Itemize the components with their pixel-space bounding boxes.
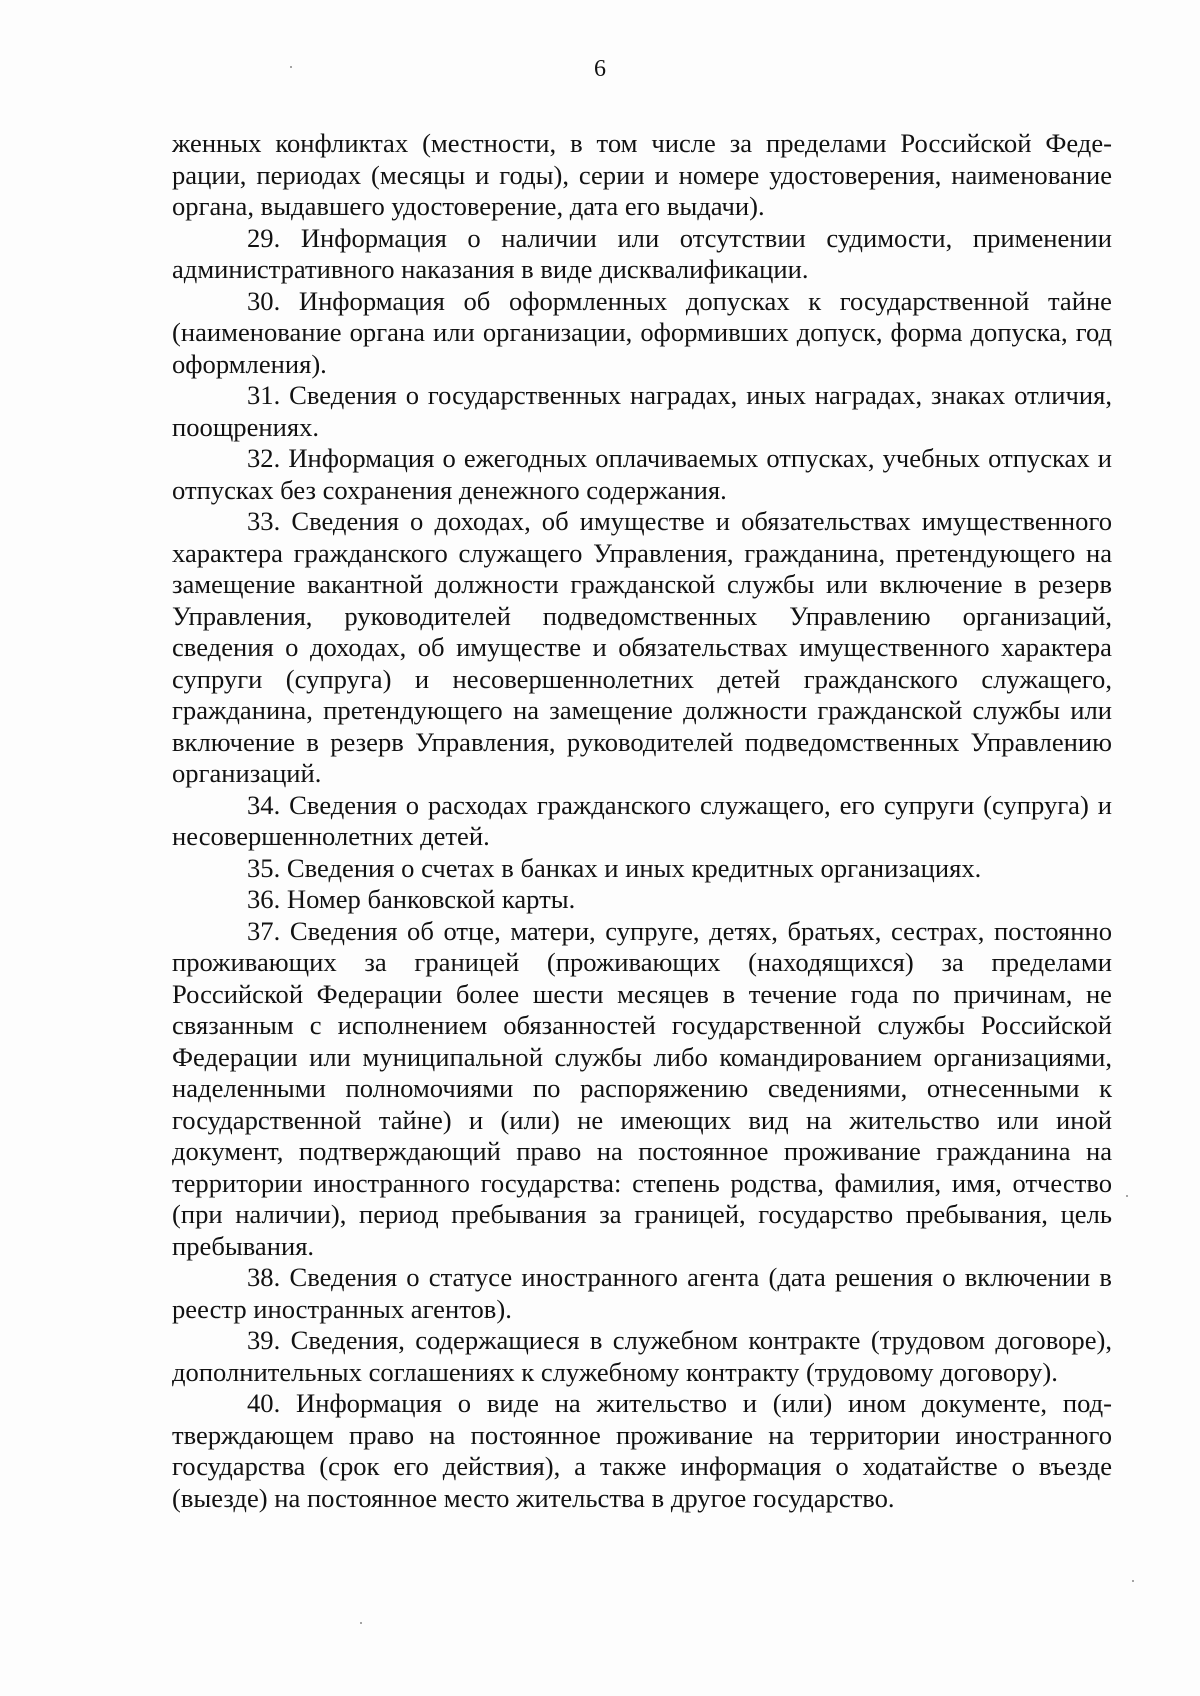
- paragraph-39: 39. Сведения, содержащиеся в служебном контракте (трудовом договоре), дополнительных соглашениях к служебному контракту (трудовому договору).: [172, 1325, 1112, 1387]
- paragraph-29: 29. Информация о наличии или отсутствии судимости, применении административного наказания в виде дисквалификации.: [172, 222, 1112, 284]
- scan-speck: [290, 66, 292, 68]
- scan-speck: [1126, 1195, 1128, 1197]
- paragraph-36: 36. Номер банковской карты.: [247, 884, 576, 914]
- paragraph-30: 30. Информация об оформленных допусках к государственной тайне (наименование органа или организации, оформивших допуск, форма допуска, год оформления).: [172, 285, 1112, 379]
- paragraph-34: 34. Сведения о расходах гражданского служащего, его супруги (супруга) и несовершеннолетних детей.: [172, 789, 1112, 851]
- document-body: [172, 128, 1112, 1514]
- paragraph-33: 33. Сведения о доходах, об имуществе и обязательствах имущественного характера гражданского служащего Управления, гражданина, претендующего на замещение вакантной должности гражданской службы или включение в резерв Управления, руководителей подведомственных Управлению организаций, сведения о доходах, об имуществе и обязательствах имущественного характера супруги (супруга) и несовершеннолетних детей гражданского служащего, гражданина, претендующего на замещение должности гражданской службы или включение в резерв Управления, руководителей подведомственных Управлению организаций.: [172, 506, 1112, 788]
- paragraph-continuation: женных конфликтах (местности, в том числе за пределами Российской Федерации, периодах (месяцы и годы), серии и номере удостоверения, наименование органа, выдавшего удостоверение, дата его выдачи).: [172, 128, 1112, 221]
- paragraph-38: 38. Сведения о статусе иностранного агента (дата решения о включении в реестр иностранных агентов).: [172, 1262, 1112, 1324]
- paragraph-35: 35. Сведения о счетах в банках и иных кредитных организациях.: [247, 852, 982, 883]
- paragraph-40: 40. Информация о виде на жительство и (или) ином документе, подтверждающем право на постоянное проживание на территории иностранного государства (срок его действия), а также информация о ходатайстве о въезде (выезде) на постоянное место жительства в другое государство.: [172, 1388, 1112, 1513]
- paragraph-32: 32. Информация о ежегодных оплачиваемых отпусках, учебных отпусках и отпусках без сохранения денежного содержания.: [172, 443, 1112, 505]
- paragraph-31: 31. Сведения о государственных наградах, иных наградах, знаках отличия, поощрениях.: [172, 380, 1112, 442]
- paragraph-37: 37. Сведения об отце, матери, супруге, детях, братьях, сестрах, постоянно проживающих за границей (проживающих (находящихся) за пределами Российской Федерации более шести месяцев в течение года по причинам, не связанным с исполнением обязанностей государственной службы Российской Федерации или муниципальной службы либо командированием организациями, наделенными полномочиями по распоряжению сведениями, отнесенными к государственной тайне) и (или) не имеющих вид на жительство или иной документ, подтверждающий право на постоянное проживание гражданина на территории иностранного государства: степень родства, фамилия, имя, отчество (при наличии), период пребывания за границей, государство пребывания, цель пребывания.: [172, 915, 1112, 1261]
- page-number: 6: [594, 56, 606, 82]
- scan-speck: [1132, 1580, 1134, 1582]
- scan-speck: [360, 1622, 362, 1624]
